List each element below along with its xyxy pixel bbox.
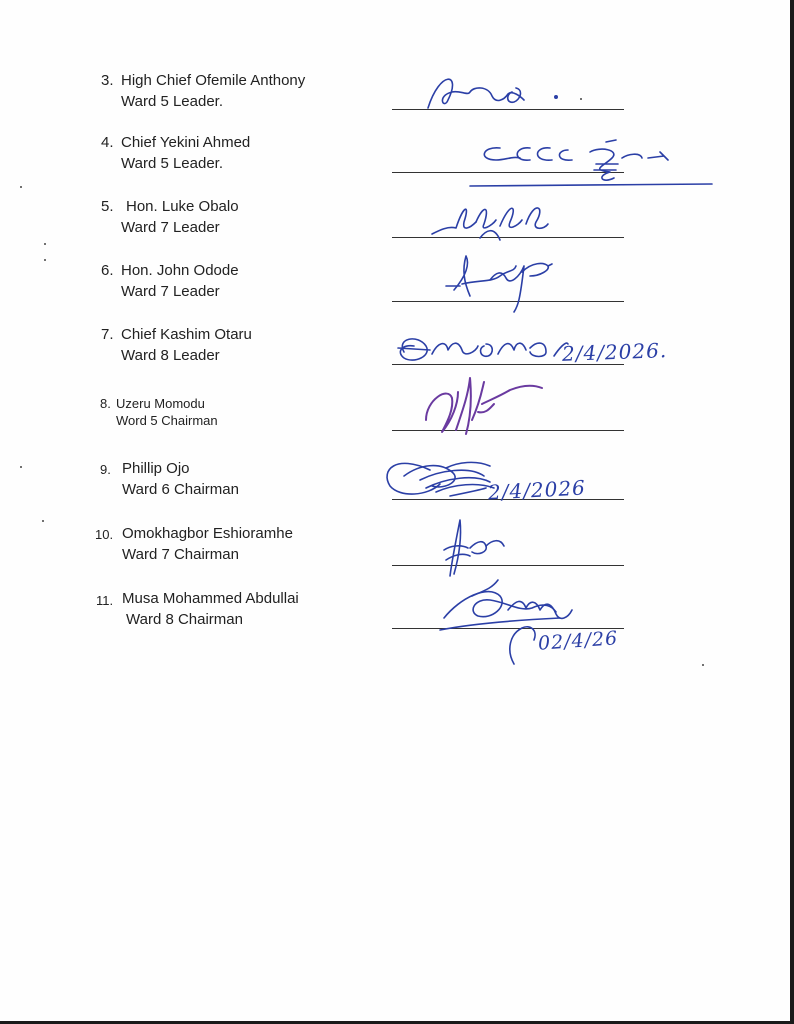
signatory-role: Ward 7 Leader [121, 283, 220, 300]
entry-number: 4. [101, 134, 114, 151]
signature-3 [428, 79, 557, 108]
scan-speck [20, 186, 22, 188]
entry-number: 7. [101, 326, 114, 343]
entry-number: 5. [101, 198, 114, 215]
signatory-name: Chief Yekini Ahmed [121, 134, 251, 151]
handwritten-date-11: 02/4/26 [537, 627, 619, 655]
entry-number: 10. [95, 527, 114, 542]
entry-number: 9. [100, 462, 111, 477]
scan-speck [42, 520, 44, 522]
signatory-name: High Chief Ofemile Anthony [121, 72, 306, 89]
signatory-name: Musa Mohammed Abdullai [122, 590, 299, 607]
entry-number: 6. [101, 262, 114, 279]
signatory-name: Omokhagbor Eshioramhe [122, 525, 293, 542]
signatory-role: Ward 5 Leader. [121, 93, 224, 110]
signatory-name: Hon. John Odode [121, 262, 239, 279]
signature-9 [387, 462, 494, 496]
signatory-role: Ward 6 Chairman [122, 481, 239, 498]
signature-10 [444, 520, 504, 576]
scan-speck [702, 664, 704, 666]
signatory-name: Uzeru Momodu [116, 396, 205, 411]
handwritten-date-7: 2/4/2026. [561, 338, 668, 366]
signatory-name: Hon. Luke Obalo [126, 198, 239, 215]
signatory-role: Ward 8 Chairman [126, 611, 243, 628]
signatory-role: Ward 7 Chairman [122, 546, 239, 563]
signatory-role: Ward 5 Leader. [121, 155, 224, 172]
signatory-role: Ward 7 Leader [121, 219, 220, 236]
scan-speck [44, 243, 46, 245]
signature-8 [426, 378, 542, 434]
signature-4 [470, 140, 712, 186]
signature-5 [432, 208, 548, 240]
scan-speck [44, 259, 46, 261]
scan-speck [580, 98, 582, 100]
signatory-role: Word 5 Chairman [116, 413, 218, 428]
entry-number: 3. [101, 72, 114, 89]
handwritten-date-9: 2/4/2026 [487, 475, 587, 505]
entry-number: 11. [96, 593, 114, 608]
scan-speck [20, 466, 22, 468]
signature-7 [398, 339, 568, 360]
entry-number: 8. [100, 396, 111, 411]
signature-6 [446, 256, 552, 312]
signatory-name: Phillip Ojo [122, 460, 190, 477]
signatory-role: Ward 8 Leader [121, 347, 220, 364]
signatory-name: Chief Kashim Otaru [121, 326, 252, 343]
